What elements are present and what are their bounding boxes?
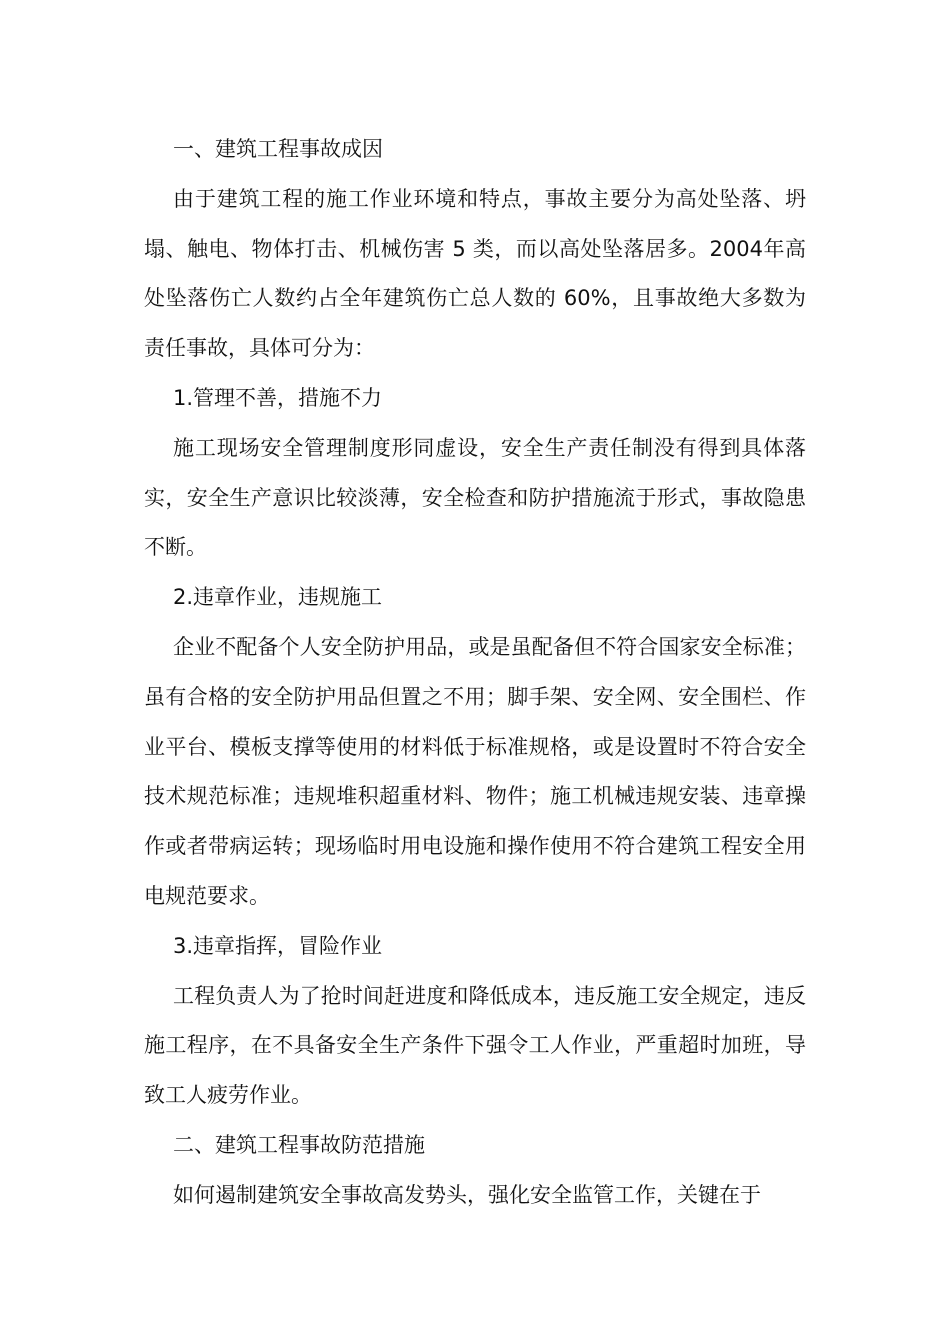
paragraph-violation-operation: 企业不配备个人安全防护用品，或是虽配备但不符合国家安全标准；虽有合格的安全防护用品但置之不用；脚手架、安全网、安全围栏、作业平台、模板支撑等使用的材料低于标准规格，或是设置时不符合安全技术规范标准；违规堆积超重材料、物件；施工机械违规安装、违章操作或者带病运转；现场临时用电设施和操作使用不符合建筑工程安全用电规范要求。: [144, 634, 806, 908]
paragraph-management: 施工现场安全管理制度形同虚设，安全生产责任制没有得到具体落实，安全生产意识比较淡薄，安全检查和防护措施流于形式，事故隐患不断。: [144, 435, 806, 560]
subheading-management: 1.管理不善，措施不力: [173, 385, 383, 410]
subheading-violation-command: 3.违章指挥，冒险作业: [173, 933, 383, 958]
paragraph-prevention: 如何遏制建筑安全事故高发势头，强化安全监管工作，关键在于: [173, 1182, 761, 1207]
paragraph-violation-command: 工程负责人为了抢时间赶进度和降低成本，违反施工安全规定，违反施工程序，在不具备安全生产条件下强令工人作业，严重超时加班，导致工人疲劳作业。: [144, 983, 806, 1108]
paragraph-intro: 由于建筑工程的施工作业环境和特点，事故主要分为高处坠落、坍塌、触电、物体打击、机械伤害 5 类，而以高处坠落居多。2004年高处坠落伤亡人数约占全年建筑伤亡总人数的 60%，且事故绝大多数为责任事故，具体可分为：: [144, 186, 806, 361]
document-page: [144, 125, 806, 1221]
section-heading-prevention: 二、建筑工程事故防范措施: [173, 1132, 425, 1157]
section-heading-causes: 一、建筑工程事故成因: [173, 137, 383, 161]
subheading-violation-operation: 2.违章作业，违规施工: [173, 585, 383, 610]
